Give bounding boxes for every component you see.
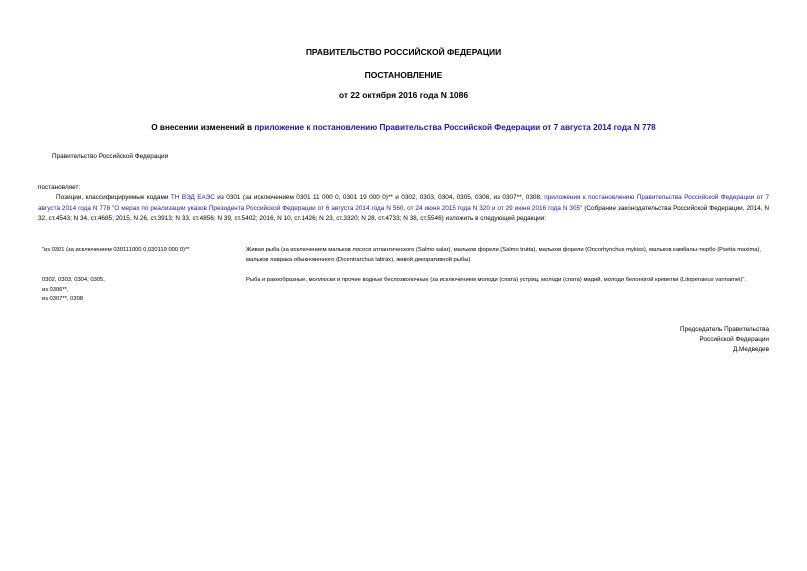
government-line: Правительство Российской Федерации xyxy=(52,153,169,160)
body-text-3: (Собрание законодательства Российской Федерации, 2014, N 32, ст.4543; N 34, ст.4685; 2015, N 26, ст.3913; N 33, ст.4856; N 39, ст.5402; 2016, N 10, ст.1426; N 23, ст.3320; N 28, ст.4733; N 38, ст.5546) изложить в следующей редакции: xyxy=(38,204,769,222)
doc-type: ПОСТАНОВЛЕНИЕ xyxy=(364,70,443,80)
decrees-line: постановляет: xyxy=(38,184,81,191)
table-row-2-code xyxy=(42,276,202,305)
table-row-2-description: Рыба и ракообразные, моллюски и прочие водные беспозвоночные (за исключением молоди (спата) устриц, молоди (спата) мидий, молоди белоногой креветки (Litopenaeus vannamei)". xyxy=(246,277,746,283)
signatory-title-1: Председатель Правительства xyxy=(680,326,769,333)
tnved-link[interactable]: ТН ВЭД ЕАЭС xyxy=(170,194,215,201)
code-line: 0302, 0303, 0304, 0305, xyxy=(42,277,105,283)
body-paragraph xyxy=(38,193,769,225)
signature-block xyxy=(680,325,769,355)
table-row-1-description: Живая рыба (за исключением мальков лосося атлантического (Salmo salar), мальков форели (Salmo trutta), мальков форели (Oncorhynchus mykiss), мальков камбалы-тюрбо (Psetta maxima), мальков лаврака обыкновенного (Dicentrarchus labrax), живой декоративной рыбы) xyxy=(246,247,762,263)
subject-prefix: О внесении изменений в xyxy=(151,123,255,132)
subject-link[interactable]: приложение к постановлению Правительства Российской Федерации от 7 августа 2014 года N 778 xyxy=(254,123,656,132)
table-row-1-code: "из 0301 (за исключением 030111000 0,030119 000 0)** xyxy=(42,247,190,253)
signatory-title-2: Российской Федерации xyxy=(699,336,769,343)
org-name: ПРАВИТЕЛЬСТВО РОССИЙСКОЙ ФЕДЕРАЦИИ xyxy=(305,47,502,57)
body-text-2: из 0301 (за исключением 0301 11 000 0, 0301 19 000 0)** и 0302, 0303, 0304, 0305, 0306, из 0307**, 0308, xyxy=(214,194,545,201)
body-text-1: Позиции, классифицируемые кодами xyxy=(56,194,171,201)
doc-date: от 22 октября 2016 года N 1086 xyxy=(338,90,469,100)
signatory-name: Д.Медведев xyxy=(732,346,769,353)
code-line: из 0306**, xyxy=(42,286,69,293)
document-subject xyxy=(0,123,807,132)
decree-link[interactable]: приложения к постановлению Правительства Российской Федерации от 7 августа 2014 года N 778 "О мерах по реализации указов Президента Российской Федерации от 6 августа 2014 года N 560, от 24 июня 2015 года N 320 и от 29 июня 2016 года N 305" xyxy=(38,194,770,212)
code-line: из 0307**, 0308 xyxy=(42,296,84,302)
